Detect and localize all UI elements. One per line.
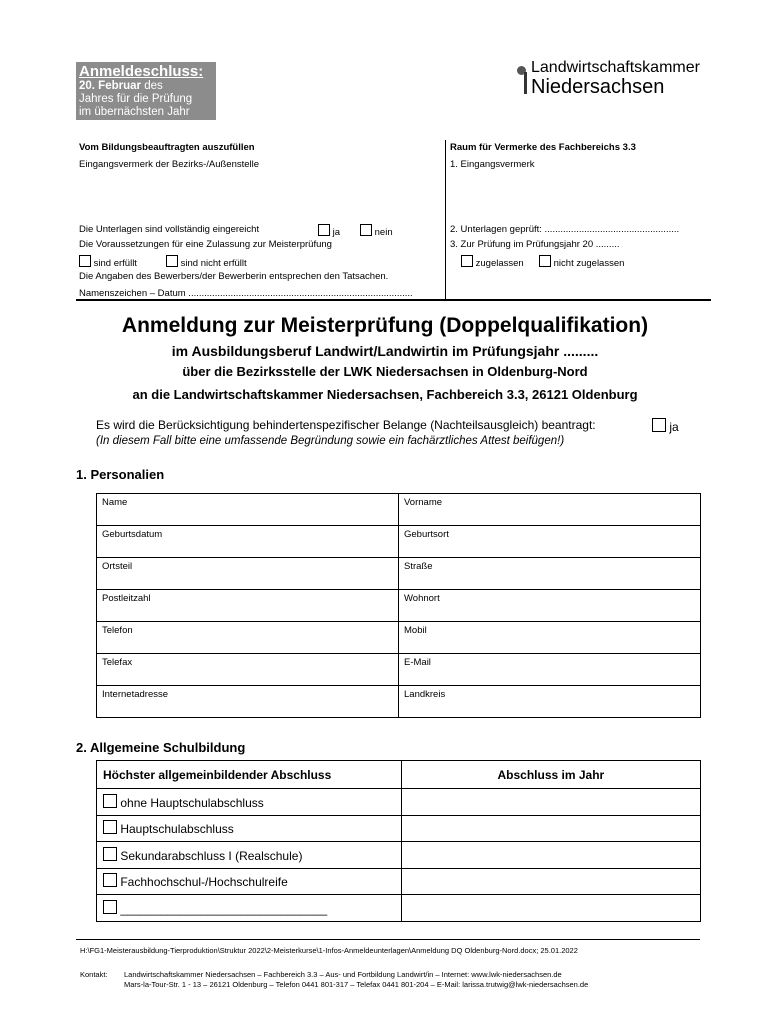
not-fulfilled-option[interactable] <box>166 255 247 270</box>
checkbox-icon[interactable] <box>652 418 666 432</box>
logo-line-1: Landwirtschaftskammer <box>531 59 700 76</box>
school-option-row <box>97 868 701 895</box>
school-year-field[interactable] <box>401 868 700 895</box>
school-col-degree: Höchster allgemeinbildender Abschluss <box>97 761 402 789</box>
docs-complete-yes-label: ja <box>332 227 341 238</box>
school-option-row <box>97 815 701 842</box>
section-1-heading: 1. Personalien <box>76 467 165 482</box>
truthful-statement: Die Angaben des Bewerbers/der Bewerberin entsprechen den Tatsachen. <box>79 271 389 282</box>
deadline-date-line <box>79 80 213 93</box>
disability-yes-label: ja <box>669 420 679 434</box>
fulfilled-label: sind erfüllt <box>93 258 137 269</box>
checkbox-icon[interactable] <box>103 820 117 834</box>
footer-contact-label: Kontakt: <box>80 970 108 979</box>
checkbox-icon[interactable] <box>103 847 117 861</box>
school-option-label: Sekundarabschluss I (Realschule) <box>120 848 303 863</box>
personal-data-row <box>97 558 701 590</box>
signature-line[interactable]: Namenszeichen – Datum ..................................................................................... <box>79 288 413 299</box>
documents-checked[interactable]: 2. Unterlagen geprüft: ................................................... <box>450 224 680 235</box>
footer-divider <box>76 939 700 940</box>
school-year-field[interactable] <box>401 789 700 816</box>
school-year-field[interactable] <box>401 895 700 922</box>
school-option-row <box>97 789 701 816</box>
footer-file-path: H:\FG1-Meisterausbildung-Tierproduktion\Struktur 2022\2-Meisterkurse\1-Infos-Anmeldeunterlagen\Anmeldung DQ Oldenburg-Nord.docx; 25.01.2022 <box>80 946 578 955</box>
admin-left-subheading: Eingangsvermerk der Bezirks-/Außenstelle <box>79 159 260 170</box>
exam-year[interactable]: 3. Zur Prüfung im Prüfungsjahr 20 ......... <box>450 239 620 250</box>
school-option[interactable] <box>97 868 402 895</box>
via-line: über die Bezirksstelle der LWK Niedersachsen in Oldenburg-Nord <box>182 364 588 379</box>
checkbox-icon[interactable] <box>79 255 91 267</box>
logo-bar-icon <box>524 72 527 94</box>
school-option-label: Hauptschulabschluss <box>120 822 234 837</box>
disability-request: Es wird die Berücksichtigung behindertenspezifischer Belange (Nachteilsausgleich) beantragt: <box>96 418 596 432</box>
checkbox-icon[interactable] <box>318 224 330 236</box>
personal-field-postleitzahl[interactable]: Postleitzahl <box>97 590 399 622</box>
school-option-label: _______________________________ <box>120 901 328 916</box>
not-admitted-label: nicht zugelassen <box>553 258 625 269</box>
school-education-rows <box>97 761 701 922</box>
section-2-heading: 2. Allgemeine Schulbildung <box>76 740 246 755</box>
school-year-field[interactable] <box>401 842 700 869</box>
personal-field-mobil[interactable]: Mobil <box>399 622 701 654</box>
personal-data-row <box>97 526 701 558</box>
page-subtitle: im Ausbildungsberuf Landwirt/Landwirtin im Prüfungsjahr ......... <box>171 343 599 359</box>
checkbox-icon[interactable] <box>360 224 372 236</box>
disability-yes-option[interactable] <box>652 418 679 434</box>
footer-contact-line-1: Landwirtschaftskammer Niedersachsen – Fachbereich 3.3 – Aus- und Fortbildung Landwirt/in – Internet: www.lwk-niedersachsen.de <box>124 970 562 979</box>
deadline-date: 20. Februar <box>79 80 141 92</box>
disability-note: (In diesem Fall bitte eine umfassende Begründung sowie ein fachärztliches Attest beifügen!) <box>96 435 565 447</box>
admin-right-heading: Raum für Vermerke des Fachbereichs 3.3 <box>450 142 636 153</box>
personal-field-ortsteil[interactable]: Ortsteil <box>97 558 399 590</box>
prerequisites-label: Die Voraussetzungen für eine Zulassung zur Meisterprüfung <box>79 239 332 250</box>
personal-field-wohnort[interactable]: Wohnort <box>399 590 701 622</box>
personal-field-vorname[interactable]: Vorname <box>399 494 701 526</box>
admitted-option[interactable] <box>461 255 524 270</box>
personal-data-row <box>97 590 701 622</box>
checkbox-icon[interactable] <box>461 255 473 267</box>
school-option[interactable] <box>97 895 402 922</box>
admitted-label: zugelassen <box>475 258 524 269</box>
personal-field-telefax[interactable]: Telefax <box>97 654 399 686</box>
docs-complete-no-option[interactable] <box>360 224 393 239</box>
not-admitted-option[interactable] <box>539 255 624 270</box>
school-education-table <box>96 760 701 922</box>
school-option-label: ohne Hauptschulabschluss <box>120 795 264 810</box>
deadline-date-suffix: des <box>141 80 163 92</box>
admin-divider-horizontal <box>76 299 711 301</box>
checkbox-icon[interactable] <box>103 794 117 808</box>
personal-data-row <box>97 622 701 654</box>
school-option-label: Fachhochschul-/Hochschulreife <box>120 875 288 890</box>
receipt-note: 1. Eingangsvermerk <box>450 159 535 170</box>
personal-data-row <box>97 494 701 526</box>
school-option[interactable] <box>97 789 402 816</box>
personal-data-row <box>97 686 701 718</box>
checkbox-icon[interactable] <box>103 873 117 887</box>
docs-complete-yes-option[interactable] <box>318 224 340 239</box>
personal-field-geburtsdatum[interactable]: Geburtsdatum <box>97 526 399 558</box>
docs-complete-label: Die Unterlagen sind vollständig eingereicht <box>79 224 260 235</box>
recipient-line: an die Landwirtschaftskammer Niedersachsen, Fachbereich 3.3, 26121 Oldenburg <box>132 387 638 402</box>
school-option[interactable] <box>97 842 402 869</box>
personal-data-rows <box>97 494 701 718</box>
logo-line-2: Niedersachsen <box>531 76 665 98</box>
personal-data-row <box>97 654 701 686</box>
school-option[interactable] <box>97 815 402 842</box>
lwk-logo <box>516 58 716 98</box>
checkbox-icon[interactable] <box>166 255 178 267</box>
personal-field-landkreis[interactable]: Landkreis <box>399 686 701 718</box>
personal-field-name[interactable]: Name <box>97 494 399 526</box>
school-option-row <box>97 895 701 922</box>
deadline-line-3: im übernächsten Jahr <box>79 106 190 118</box>
footer-contact-line-2: Mars-la-Tour-Str. 1 - 13 – 26121 Oldenburg – Telefon 0441 801-317 – Telefax 0441 801-204 – E-Mail: larissa.trutwig@lwk-niedersachsen.de <box>124 980 589 989</box>
personal-field-straße[interactable]: Straße <box>399 558 701 590</box>
not-fulfilled-label: sind nicht erfüllt <box>180 258 247 269</box>
deadline-box <box>76 62 216 120</box>
school-option-row <box>97 842 701 869</box>
personal-field-e-mail[interactable]: E-Mail <box>399 654 701 686</box>
personal-field-geburtsort[interactable]: Geburtsort <box>399 526 701 558</box>
page-title: Anmeldung zur Meisterprüfung (Doppelqualifikation) <box>121 314 649 337</box>
docs-complete-no-label: nein <box>374 227 393 238</box>
school-year-field[interactable] <box>401 815 700 842</box>
deadline-title: Anmeldeschluss: <box>79 63 204 80</box>
personal-data-table <box>96 493 701 718</box>
school-table-header <box>97 761 701 789</box>
personal-field-internetadresse[interactable]: Internetadresse <box>97 686 399 718</box>
deadline-line-2: Jahres für die Prüfung <box>79 93 193 105</box>
personal-field-telefon[interactable]: Telefon <box>97 622 399 654</box>
checkbox-icon[interactable] <box>103 900 117 914</box>
admin-left-heading: Vom Bildungsbeauftragten auszufüllen <box>79 142 255 153</box>
checkbox-icon[interactable] <box>539 255 551 267</box>
fulfilled-option[interactable] <box>79 255 137 270</box>
admin-divider-vertical <box>445 140 446 300</box>
school-col-year: Abschluss im Jahr <box>401 761 700 789</box>
